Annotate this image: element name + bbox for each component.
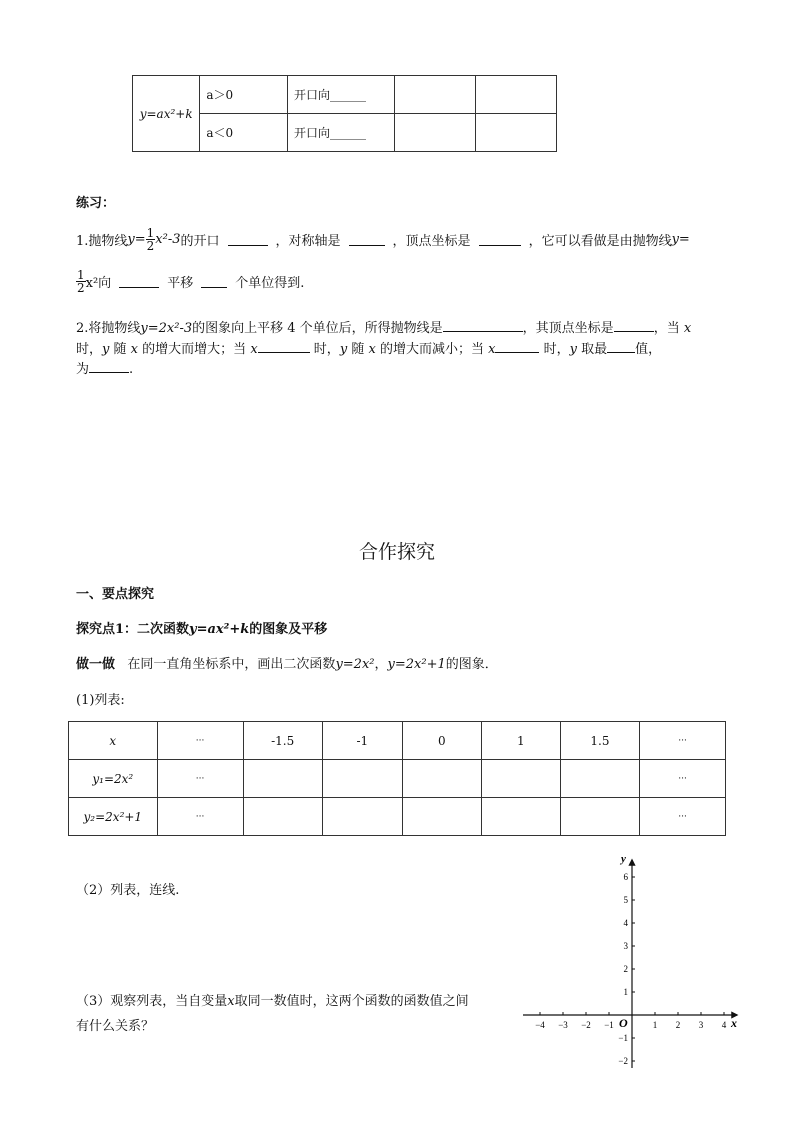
header-cell: 1.5 [560, 722, 639, 760]
question-2-line-2: 时，y 随 x 的增大而增大；当 x 时，y 随 x 的增大而减小；当 x 时，y 取最 值， [76, 342, 662, 357]
q1-text: 个单位得到. [235, 275, 305, 291]
header-cell: 0 [402, 722, 481, 760]
q1-eq-y: y= [127, 231, 146, 247]
y-tick-label: −2 [618, 1056, 628, 1066]
x-tick-label: 3 [698, 1020, 704, 1030]
answer-blank[interactable] [479, 233, 521, 246]
section-heading-2: 探究点1：二次函数y=ax²+k的图象及平移 [76, 622, 328, 637]
y-tick-label: 2 [623, 964, 628, 974]
q1-text: x²向 [85, 275, 112, 291]
opening-cell: 开口向______ [287, 76, 394, 114]
condition-cell: a＞0 [200, 76, 288, 114]
x-tick-label: −1 [604, 1020, 614, 1030]
y-tick-label: 5 [623, 895, 628, 905]
header-cell: x [69, 722, 158, 760]
opening-cell: 开口向______ [287, 114, 394, 152]
step-2-text: （2）列表，连线. [76, 883, 180, 898]
x-axis-label: x [731, 1016, 737, 1030]
y-tick-label: 4 [623, 918, 628, 928]
answer-cell[interactable] [560, 798, 639, 836]
header-cell: -1.5 [243, 722, 322, 760]
answer-cell[interactable] [481, 760, 560, 798]
answer-blank[interactable] [228, 233, 268, 246]
question-2-line-3: 为 . [76, 362, 134, 377]
question-1-line-1 [76, 224, 690, 254]
header-cell: -1 [322, 722, 402, 760]
answer-cell[interactable] [322, 760, 402, 798]
y-axis-label: y [621, 853, 626, 865]
question-2-line-1: 2.将抛物线y=2x²-3的图象向上平移 4 个单位后，所得抛物线是 ，其顶点坐标是 ，当 x [76, 321, 692, 336]
answer-cell[interactable] [243, 760, 322, 798]
y-tick-label: −1 [618, 1033, 628, 1043]
function-cell: y=ax²+k [133, 76, 200, 152]
x-tick-label: −2 [581, 1020, 591, 1030]
x-tick-label: 2 [675, 1020, 681, 1030]
x-tick-label: 4 [721, 1020, 727, 1030]
q1-text: ，对称轴是 [275, 233, 341, 249]
x-tick-label: −4 [535, 1020, 545, 1030]
y-tick-label: 6 [623, 872, 628, 882]
coordinate-plane [515, 852, 745, 1077]
q1-eq-rest: x²-3 [155, 231, 181, 247]
condition-cell: a＜0 [200, 114, 288, 152]
top-table [132, 75, 557, 152]
dots-cell: ··· [157, 760, 243, 798]
answer-blank[interactable] [89, 360, 129, 373]
dots-cell: ··· [640, 798, 726, 836]
value-table [68, 721, 726, 836]
empty-cell [394, 76, 475, 114]
answer-cell[interactable] [560, 760, 639, 798]
q1-eq-y: y= [671, 231, 690, 247]
answer-blank[interactable] [349, 233, 385, 246]
header-cell: ··· [640, 722, 726, 760]
empty-cell [475, 114, 556, 152]
header-cell: 1 [481, 722, 560, 760]
q1-text: ，顶点坐标是 [392, 233, 471, 249]
answer-cell[interactable] [322, 798, 402, 836]
section-heading-1: 一、要点探究 [76, 587, 155, 602]
x-tick-label: −3 [558, 1020, 568, 1030]
answer-cell[interactable] [481, 798, 560, 836]
question-1-line-2 [76, 266, 304, 296]
answer-blank[interactable] [495, 340, 539, 353]
x-tick-label: 1 [652, 1020, 658, 1030]
answer-blank[interactable] [258, 340, 310, 353]
fraction-half: $\frac{1}{2}$ [146, 225, 155, 253]
header-cell: ··· [157, 722, 243, 760]
list-label: (1)列表: [76, 693, 125, 708]
answer-cell[interactable] [402, 760, 481, 798]
q1-text: ，它可以看做是由抛物线 [528, 233, 672, 249]
step-3-line-2: 有什么关系？ [76, 1019, 155, 1034]
dots-cell: ··· [157, 798, 243, 836]
q1-text: 的开口 [180, 233, 220, 249]
practice-heading: 练习： [76, 196, 116, 211]
empty-cell [394, 114, 475, 152]
empty-cell [475, 76, 556, 114]
answer-cell[interactable] [402, 798, 481, 836]
answer-blank[interactable] [443, 319, 523, 332]
row-label: y₁=2x² [69, 760, 158, 798]
section-title: 合作探究 [358, 541, 435, 563]
row-label: y₂=2x²+1 [69, 798, 158, 836]
q1-prefix: 1.抛物线 [76, 233, 128, 249]
do-it-line: 做一做 在同一直角坐标系中，画出二次函数y=2x²，y=2x²+1的图象． [76, 657, 498, 672]
step-3-line-1: （3）观察列表，当自变量x取同一数值时，这两个函数的函数值之间 [76, 994, 469, 1009]
fraction-half: $\frac{1}{2}$ [77, 267, 85, 295]
answer-blank[interactable] [607, 340, 635, 353]
do-it-label: 做一做 [76, 657, 116, 672]
q1-text: 平移 [167, 275, 194, 291]
y-tick-label: 1 [623, 987, 628, 997]
y-tick-label: 3 [623, 941, 628, 951]
answer-blank[interactable] [119, 275, 159, 288]
origin-label: O [619, 1016, 628, 1030]
dots-cell: ··· [640, 760, 726, 798]
axis-ticks [535, 872, 727, 1066]
answer-blank[interactable] [614, 319, 654, 332]
answer-blank[interactable] [201, 275, 227, 288]
answer-cell[interactable] [243, 798, 322, 836]
